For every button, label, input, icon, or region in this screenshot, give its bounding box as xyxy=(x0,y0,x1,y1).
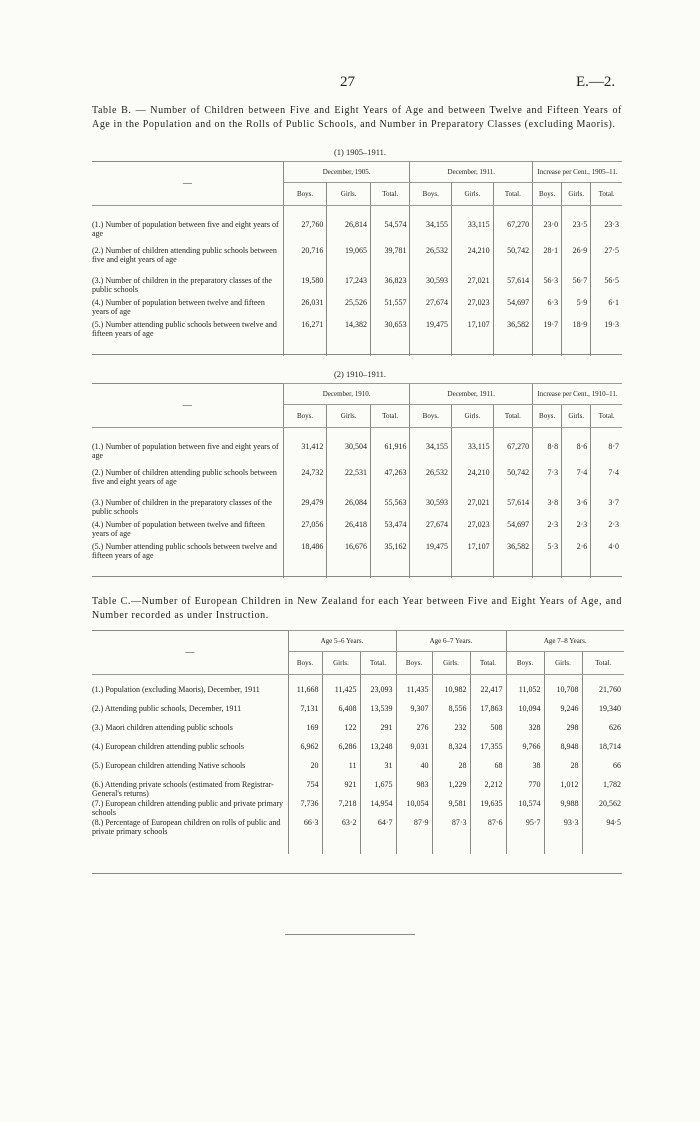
cell-value: 16,676 xyxy=(327,542,371,578)
cell-value: 57,614 xyxy=(493,498,532,520)
cell-value: 4·0 xyxy=(591,542,622,578)
cell-value: 2,212 xyxy=(470,780,506,799)
cell-value: 11,425 xyxy=(322,685,360,704)
cell-value: 9,307 xyxy=(396,704,432,723)
row-label: (4.) Number of population between twelve and fifteen years of age xyxy=(92,297,265,316)
group-header: Age 6–7 Years. xyxy=(396,631,506,652)
cell-value: 20 xyxy=(288,761,322,780)
table-row xyxy=(92,704,624,723)
group-header: December, 1911. xyxy=(410,162,533,183)
row-label: (1.) Population (excluding Maoris), December, 1911 xyxy=(92,684,260,694)
col-header: Girls. xyxy=(544,652,582,675)
cell-value: 30,504 xyxy=(327,442,371,468)
cell-value: 56·5 xyxy=(591,276,622,298)
cell-value: 29,479 xyxy=(283,498,327,520)
cell-value: 50,742 xyxy=(493,246,532,276)
table-row xyxy=(92,442,622,468)
cell-value: 87·9 xyxy=(396,818,432,854)
cell-value: 27·5 xyxy=(591,246,622,276)
cell-value: 19,475 xyxy=(410,320,452,356)
cell-value: 64·7 xyxy=(360,818,396,854)
table-row xyxy=(92,742,624,761)
cell-value: 291 xyxy=(360,723,396,742)
table-b-subtitle-1: (1) 1905–1911. xyxy=(333,147,387,157)
cell-value: 232 xyxy=(432,723,470,742)
cell-value: 87·3 xyxy=(432,818,470,854)
document-code: E.—2. xyxy=(576,74,616,90)
cell-value: 8,556 xyxy=(432,704,470,723)
row-label: (2.) Number of children attending public schools between five and eight years of age xyxy=(92,245,277,264)
cell-value: 23·3 xyxy=(591,220,622,246)
cell-value: 14,382 xyxy=(327,320,371,356)
cell-value: 56·3 xyxy=(533,276,562,298)
cell-value: 11,052 xyxy=(506,685,544,704)
col-header: Boys. xyxy=(283,405,327,428)
cell-value: 18,714 xyxy=(582,742,624,761)
table-row xyxy=(92,761,624,780)
table-row xyxy=(92,298,622,320)
cell-value: 26,031 xyxy=(283,298,327,320)
row-label: (2.) Attending public schools, December, 1911 xyxy=(92,703,242,713)
cell-value: 50,742 xyxy=(493,468,532,498)
group-header: December, 1910. xyxy=(283,384,410,405)
row-label: (3.) Number of children in the preparatory classes of the public schools xyxy=(92,497,272,516)
cell-value: 10,982 xyxy=(432,685,470,704)
cell-value: 30,593 xyxy=(410,498,452,520)
stub-dash: — xyxy=(182,178,192,189)
cell-value: 298 xyxy=(544,723,582,742)
cell-value: 508 xyxy=(470,723,506,742)
cell-value: 94·5 xyxy=(582,818,624,854)
cell-value: 27,023 xyxy=(452,520,494,542)
cell-value: 8,948 xyxy=(544,742,582,761)
table-row xyxy=(92,799,624,818)
cell-value: 7,218 xyxy=(322,799,360,818)
cell-value: 17,107 xyxy=(452,542,494,578)
cell-value: 36,823 xyxy=(370,276,409,298)
cell-value: 7,736 xyxy=(288,799,322,818)
col-header: Total. xyxy=(582,652,624,675)
cell-value: 36,582 xyxy=(493,320,532,356)
cell-value: 27,023 xyxy=(452,298,494,320)
table-b-subtitle-2: (2) 1910–1911. xyxy=(333,369,387,379)
cell-value: 3·8 xyxy=(533,498,562,520)
cell-value: 27,056 xyxy=(283,520,327,542)
group-header: Increase per Cent., 1910–11. xyxy=(533,384,622,405)
cell-value: 47,263 xyxy=(370,468,409,498)
cell-value: 33,115 xyxy=(452,442,494,468)
cell-value: 17,863 xyxy=(470,704,506,723)
group-header: Age 5–6 Years. xyxy=(288,631,396,652)
cell-value: 30,593 xyxy=(410,276,452,298)
cell-value: 26,814 xyxy=(327,220,371,246)
col-header: Total. xyxy=(493,183,532,206)
table-row xyxy=(92,818,624,854)
cell-value: 54,697 xyxy=(493,520,532,542)
table-b1-bottom-rule xyxy=(92,354,622,355)
cell-value: 40 xyxy=(396,761,432,780)
row-label: (1.) Number of population between five and eight years of age xyxy=(92,441,279,460)
cell-value: 10,708 xyxy=(544,685,582,704)
cell-value: 6,408 xyxy=(322,704,360,723)
cell-value: 66·3 xyxy=(288,818,322,854)
cell-value: 20,562 xyxy=(582,799,624,818)
col-header: Girls. xyxy=(562,183,591,206)
cell-value: 770 xyxy=(506,780,544,799)
cell-value: 68 xyxy=(470,761,506,780)
cell-value: 21,760 xyxy=(582,685,624,704)
row-label: (6.) Attending private schools (estimated from Registrar-General's returns) xyxy=(92,779,274,798)
cell-value: 22,531 xyxy=(327,468,371,498)
cell-value: 10,094 xyxy=(506,704,544,723)
cell-value: 39,781 xyxy=(370,246,409,276)
col-header: Total. xyxy=(370,405,409,428)
cell-value: 27,021 xyxy=(452,276,494,298)
col-header: Total. xyxy=(360,652,396,675)
row-label: (5.) European children attending Native schools xyxy=(92,760,246,770)
cell-value: 1,229 xyxy=(432,780,470,799)
cell-value: 17,107 xyxy=(452,320,494,356)
table-row xyxy=(92,780,624,799)
cell-value: 30,653 xyxy=(370,320,409,356)
cell-value: 6·1 xyxy=(591,298,622,320)
table-b1 xyxy=(92,161,622,356)
row-label: (7.) European children attending public and private primary schools xyxy=(92,798,284,817)
table-c-title: Table C.—Number of European Children in New Zealand for each Year between Five and Eight Years of Age, and Number recorded as under Instruction. xyxy=(92,596,622,621)
col-header: Boys. xyxy=(396,652,432,675)
cell-value: 7·4 xyxy=(562,468,591,498)
cell-value: 6,286 xyxy=(322,742,360,761)
col-header: Boys. xyxy=(288,652,322,675)
col-header: Boys. xyxy=(410,183,452,206)
cell-value: 9,766 xyxy=(506,742,544,761)
table-row xyxy=(92,246,622,276)
row-label: (2.) Number of children attending public schools between five and eight years of age xyxy=(92,467,277,486)
cell-value: 27,674 xyxy=(410,298,452,320)
cell-value: 328 xyxy=(506,723,544,742)
cell-value: 26,532 xyxy=(410,468,452,498)
cell-value: 7·4 xyxy=(591,468,622,498)
group-header: Age 7–8 Years. xyxy=(506,631,624,652)
cell-value: 25,526 xyxy=(327,298,371,320)
end-rule xyxy=(285,934,415,935)
cell-value: 23·5 xyxy=(562,220,591,246)
cell-value: 14,954 xyxy=(360,799,396,818)
cell-value: 13,539 xyxy=(360,704,396,723)
cell-value: 2·3 xyxy=(562,520,591,542)
row-label: (4.) European children attending public schools xyxy=(92,741,244,751)
cell-value: 7·3 xyxy=(533,468,562,498)
col-header: Total. xyxy=(470,652,506,675)
cell-value: 983 xyxy=(396,780,432,799)
col-header: Boys. xyxy=(506,652,544,675)
cell-value: 9,988 xyxy=(544,799,582,818)
col-header: Total. xyxy=(370,183,409,206)
cell-value: 122 xyxy=(322,723,360,742)
row-label: (8.) Percentage of European children on rolls of public and private primary schools xyxy=(92,817,281,836)
cell-value: 54,697 xyxy=(493,298,532,320)
cell-value: 19·7 xyxy=(533,320,562,356)
cell-value: 11,435 xyxy=(396,685,432,704)
cell-value: 28 xyxy=(544,761,582,780)
col-header: Boys. xyxy=(533,183,562,206)
cell-value: 26,418 xyxy=(327,520,371,542)
cell-value: 11,668 xyxy=(288,685,322,704)
cell-value: 17,355 xyxy=(470,742,506,761)
group-header: Increase per Cent., 1905–11. xyxy=(533,162,622,183)
cell-value: 7,131 xyxy=(288,704,322,723)
col-header: Girls. xyxy=(327,183,371,206)
cell-value: 8·6 xyxy=(562,442,591,468)
cell-value: 3·7 xyxy=(591,498,622,520)
cell-value: 31,412 xyxy=(283,442,327,468)
cell-value: 31 xyxy=(360,761,396,780)
cell-value: 10,054 xyxy=(396,799,432,818)
col-header: Total. xyxy=(591,183,622,206)
col-header: Boys. xyxy=(283,183,327,206)
cell-value: 8·7 xyxy=(591,442,622,468)
table-row xyxy=(92,685,624,704)
stub-dash: — xyxy=(182,400,192,411)
cell-value: 19,340 xyxy=(582,704,624,723)
table-row xyxy=(92,320,622,356)
cell-value: 93·3 xyxy=(544,818,582,854)
cell-value: 36,582 xyxy=(493,542,532,578)
table-row xyxy=(92,542,622,578)
col-header: Girls. xyxy=(322,652,360,675)
cell-value: 23,093 xyxy=(360,685,396,704)
cell-value: 24,210 xyxy=(452,246,494,276)
cell-value: 8,324 xyxy=(432,742,470,761)
col-header: Boys. xyxy=(533,405,562,428)
stub-dash: — xyxy=(185,647,195,658)
row-label: (3.) Maori children attending public schools xyxy=(92,722,233,732)
cell-value: 67,270 xyxy=(493,220,532,246)
cell-value: 1,012 xyxy=(544,780,582,799)
cell-value: 23·0 xyxy=(533,220,562,246)
cell-value: 2·3 xyxy=(533,520,562,542)
cell-value: 57,614 xyxy=(493,276,532,298)
cell-value: 754 xyxy=(288,780,322,799)
table-c xyxy=(92,630,624,854)
cell-value: 1,675 xyxy=(360,780,396,799)
cell-value: 11 xyxy=(322,761,360,780)
cell-value: 276 xyxy=(396,723,432,742)
table-row xyxy=(92,723,624,742)
cell-value: 9,031 xyxy=(396,742,432,761)
row-label: (5.) Number attending public schools between twelve and fifteen years of age xyxy=(92,319,277,338)
table-b2-bottom-rule xyxy=(92,576,622,577)
col-header: Girls. xyxy=(432,652,470,675)
col-header: Girls. xyxy=(327,405,371,428)
cell-value: 6·3 xyxy=(533,298,562,320)
cell-value: 22,417 xyxy=(470,685,506,704)
row-label: (5.) Number attending public schools between twelve and fifteen years of age xyxy=(92,541,277,560)
cell-value: 19,635 xyxy=(470,799,506,818)
cell-value: 28·1 xyxy=(533,246,562,276)
cell-value: 3·6 xyxy=(562,498,591,520)
cell-value: 9,246 xyxy=(544,704,582,723)
cell-value: 19,065 xyxy=(327,246,371,276)
cell-value: 67,270 xyxy=(493,442,532,468)
col-header: Total. xyxy=(591,405,622,428)
table-c-bottom-rule xyxy=(92,873,622,874)
cell-value: 2·3 xyxy=(591,520,622,542)
col-header: Girls. xyxy=(562,405,591,428)
cell-value: 1,782 xyxy=(582,780,624,799)
cell-value: 34,155 xyxy=(410,220,452,246)
cell-value: 8·8 xyxy=(533,442,562,468)
table-row xyxy=(92,468,622,498)
cell-value: 51,557 xyxy=(370,298,409,320)
cell-value: 13,248 xyxy=(360,742,396,761)
group-header: December, 1905. xyxy=(283,162,410,183)
cell-value: 33,115 xyxy=(452,220,494,246)
cell-value: 54,574 xyxy=(370,220,409,246)
cell-value: 19·3 xyxy=(591,320,622,356)
cell-value: 17,243 xyxy=(327,276,371,298)
cell-value: 5·9 xyxy=(562,298,591,320)
cell-value: 921 xyxy=(322,780,360,799)
cell-value: 35,162 xyxy=(370,542,409,578)
table-row xyxy=(92,498,622,520)
cell-value: 24,210 xyxy=(452,468,494,498)
cell-value: 55,563 xyxy=(370,498,409,520)
cell-value: 38 xyxy=(506,761,544,780)
cell-value: 26,084 xyxy=(327,498,371,520)
col-header: Boys. xyxy=(410,405,452,428)
cell-value: 18·9 xyxy=(562,320,591,356)
cell-value: 27,760 xyxy=(283,220,327,246)
cell-value: 63·2 xyxy=(322,818,360,854)
cell-value: 9,581 xyxy=(432,799,470,818)
page-number: 27 xyxy=(340,74,355,90)
cell-value: 26·9 xyxy=(562,246,591,276)
cell-value: 626 xyxy=(582,723,624,742)
cell-value: 56·7 xyxy=(562,276,591,298)
table-row xyxy=(92,520,622,542)
row-label: (3.) Number of children in the preparatory classes of the public schools xyxy=(92,275,272,294)
table-row xyxy=(92,276,622,298)
col-header: Girls. xyxy=(452,183,494,206)
cell-value: 61,916 xyxy=(370,442,409,468)
col-header: Girls. xyxy=(452,405,494,428)
cell-value: 10,574 xyxy=(506,799,544,818)
col-header: Total. xyxy=(493,405,532,428)
cell-value: 95·7 xyxy=(506,818,544,854)
cell-value: 24,732 xyxy=(283,468,327,498)
cell-value: 18,486 xyxy=(283,542,327,578)
group-header: December, 1911. xyxy=(410,384,533,405)
cell-value: 34,155 xyxy=(410,442,452,468)
cell-value: 87·6 xyxy=(470,818,506,854)
cell-value: 28 xyxy=(432,761,470,780)
cell-value: 5·3 xyxy=(533,542,562,578)
cell-value: 26,532 xyxy=(410,246,452,276)
cell-value: 19,475 xyxy=(410,542,452,578)
cell-value: 53,474 xyxy=(370,520,409,542)
row-label: (1.) Number of population between five and eight years of age xyxy=(92,219,279,238)
table-b2 xyxy=(92,383,622,578)
cell-value: 20,716 xyxy=(283,246,327,276)
table-b-title: Table B. — Number of Children between Five and Eight Years of Age and between Twelve and Fifteen Years of Age in the Population and on the Rolls of Public Schools, and Number in Preparatory Classes (excluding Maoris). xyxy=(92,105,622,130)
cell-value: 2·6 xyxy=(562,542,591,578)
cell-value: 169 xyxy=(288,723,322,742)
table-row xyxy=(92,220,622,246)
cell-value: 27,674 xyxy=(410,520,452,542)
cell-value: 16,271 xyxy=(283,320,327,356)
row-label: (4.) Number of population between twelve and fifteen years of age xyxy=(92,519,265,538)
cell-value: 66 xyxy=(582,761,624,780)
cell-value: 27,021 xyxy=(452,498,494,520)
cell-value: 19,580 xyxy=(283,276,327,298)
cell-value: 6,962 xyxy=(288,742,322,761)
